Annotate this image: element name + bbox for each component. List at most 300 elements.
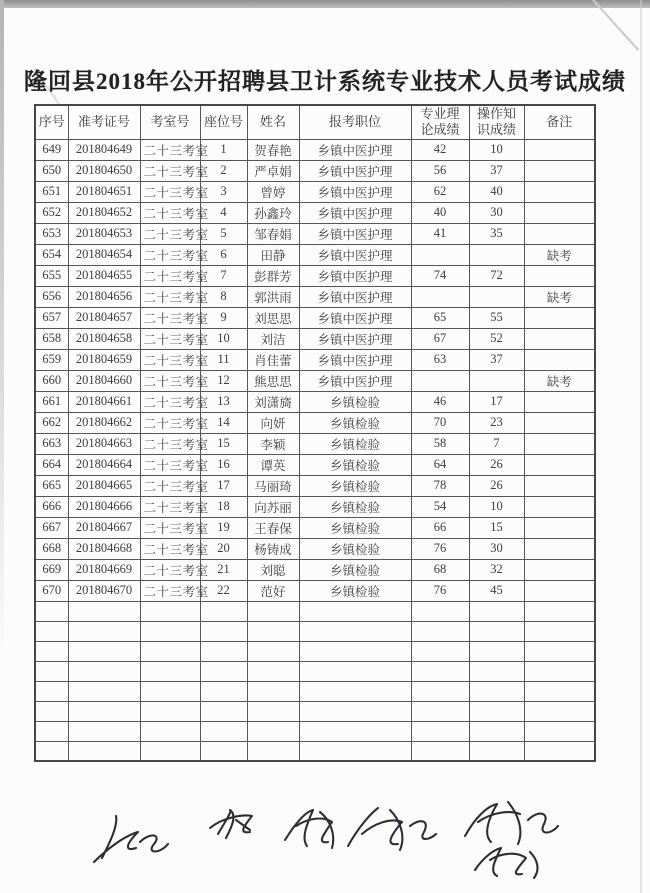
cell-operation-score: 23 bbox=[469, 412, 524, 433]
empty-cell bbox=[140, 621, 200, 641]
cell-operation-score: 45 bbox=[469, 580, 524, 601]
empty-cell bbox=[524, 661, 595, 681]
table-row bbox=[35, 412, 595, 433]
cell-operation-score: 26 bbox=[469, 454, 524, 475]
cell-theory-score: 46 bbox=[411, 391, 469, 412]
cell-ticket-number: 201804665 bbox=[68, 475, 140, 496]
exam-room-text: 二十三考室 bbox=[143, 584, 209, 599]
empty-cell bbox=[524, 641, 595, 661]
cell-theory-score: 66 bbox=[411, 517, 469, 538]
header-ticket-number: 准考证号 bbox=[68, 105, 140, 139]
cell-position: 乡镇中医护理 bbox=[299, 265, 411, 286]
cell-exam-room bbox=[140, 265, 209, 286]
cell-position: 乡镇中医护理 bbox=[299, 202, 411, 223]
empty-cell bbox=[200, 661, 247, 681]
handwritten-signature-1 bbox=[94, 816, 168, 862]
table-row bbox=[35, 202, 595, 223]
exam-room-text: 二十三考室 bbox=[143, 164, 209, 179]
table-row bbox=[35, 244, 595, 265]
cell-remarks bbox=[524, 475, 595, 496]
handwritten-signature-3 bbox=[285, 810, 333, 848]
empty-cell bbox=[299, 601, 411, 621]
empty-cell bbox=[247, 741, 299, 761]
cell-serial-number: 658 bbox=[35, 328, 68, 349]
cell-position: 乡镇中医护理 bbox=[299, 328, 411, 349]
cell-exam-room bbox=[140, 349, 209, 370]
empty-table-row bbox=[35, 701, 595, 721]
cell-remarks bbox=[524, 517, 595, 538]
empty-cell bbox=[35, 661, 68, 681]
empty-cell bbox=[68, 661, 140, 681]
empty-cell bbox=[411, 601, 469, 621]
cell-serial-number: 670 bbox=[35, 580, 68, 601]
cell-seat-number: 11 bbox=[200, 349, 247, 370]
cell-serial-number: 656 bbox=[35, 286, 68, 307]
cell-ticket-number: 201804664 bbox=[68, 454, 140, 475]
cell-exam-room bbox=[140, 538, 209, 559]
cell-seat-number: 4 bbox=[200, 202, 247, 223]
empty-cell bbox=[140, 661, 200, 681]
cell-exam-room bbox=[140, 244, 209, 265]
cell-exam-room bbox=[140, 412, 209, 433]
header-remarks: 备注 bbox=[524, 105, 595, 139]
empty-cell bbox=[469, 701, 524, 721]
empty-cell bbox=[35, 721, 68, 741]
cell-exam-room bbox=[140, 433, 209, 454]
cell-name: 李颖 bbox=[247, 433, 299, 454]
cell-remarks bbox=[524, 454, 595, 475]
cell-operation-score: 10 bbox=[469, 496, 524, 517]
cell-remarks bbox=[524, 496, 595, 517]
cell-theory-score: 40 bbox=[411, 202, 469, 223]
cell-name: 范好 bbox=[247, 580, 299, 601]
cell-serial-number: 667 bbox=[35, 517, 68, 538]
cell-position: 乡镇检验 bbox=[299, 559, 411, 580]
cell-theory-score: 62 bbox=[411, 181, 469, 202]
cell-ticket-number: 201804656 bbox=[68, 286, 140, 307]
cell-exam-room bbox=[140, 139, 209, 160]
cell-remarks bbox=[524, 265, 595, 286]
cell-position: 乡镇检验 bbox=[299, 391, 411, 412]
cell-seat-number: 7 bbox=[200, 265, 247, 286]
exam-results-table bbox=[34, 104, 596, 762]
header-name: 姓名 bbox=[247, 105, 299, 139]
empty-table-row bbox=[35, 741, 595, 761]
cell-exam-room bbox=[140, 160, 209, 181]
cell-serial-number: 661 bbox=[35, 391, 68, 412]
cell-name: 马丽琦 bbox=[247, 475, 299, 496]
cell-operation-score: 55 bbox=[469, 307, 524, 328]
table-row bbox=[35, 223, 595, 244]
exam-room-text: 二十三考室 bbox=[143, 416, 209, 431]
exam-room-text: 二十三考室 bbox=[143, 500, 209, 515]
table-row bbox=[35, 139, 595, 160]
table-row bbox=[35, 265, 595, 286]
cell-ticket-number: 201804666 bbox=[68, 496, 140, 517]
header-seat-number: 座位号 bbox=[200, 105, 247, 139]
empty-cell bbox=[524, 621, 595, 641]
empty-table-row bbox=[35, 641, 595, 661]
cell-serial-number: 657 bbox=[35, 307, 68, 328]
cell-serial-number: 654 bbox=[35, 244, 68, 265]
cell-operation-score: 37 bbox=[469, 160, 524, 181]
cell-serial-number: 651 bbox=[35, 181, 68, 202]
cell-ticket-number: 201804663 bbox=[68, 433, 140, 454]
cell-operation-score: 30 bbox=[469, 202, 524, 223]
exam-room-text: 二十三考室 bbox=[143, 521, 209, 536]
cell-ticket-number: 201804661 bbox=[68, 391, 140, 412]
scanner-edge-top bbox=[0, 0, 650, 8]
cell-operation-score: 30 bbox=[469, 538, 524, 559]
empty-cell bbox=[469, 741, 524, 761]
cell-remarks bbox=[524, 580, 595, 601]
empty-cell bbox=[299, 701, 411, 721]
cell-position: 乡镇检验 bbox=[299, 517, 411, 538]
cell-ticket-number: 201804660 bbox=[68, 370, 140, 391]
cell-operation-score: 32 bbox=[469, 559, 524, 580]
cell-name: 曾婷 bbox=[247, 181, 299, 202]
empty-cell bbox=[524, 741, 595, 761]
cell-position: 乡镇检验 bbox=[299, 580, 411, 601]
cell-seat-number: 8 bbox=[200, 286, 247, 307]
cell-remarks bbox=[524, 223, 595, 244]
table-row bbox=[35, 496, 595, 517]
empty-cell bbox=[200, 641, 247, 661]
empty-table-row bbox=[35, 621, 595, 641]
table-row bbox=[35, 370, 595, 391]
cell-exam-room bbox=[140, 496, 209, 517]
cell-seat-number: 21 bbox=[200, 559, 247, 580]
cell-exam-room bbox=[140, 181, 209, 202]
cell-serial-number: 665 bbox=[35, 475, 68, 496]
cell-ticket-number: 201804669 bbox=[68, 559, 140, 580]
empty-cell bbox=[200, 601, 247, 621]
cell-seat-number: 15 bbox=[200, 433, 247, 454]
empty-cell bbox=[411, 721, 469, 741]
cell-seat-number: 1 bbox=[200, 139, 247, 160]
exam-room-text: 二十三考室 bbox=[143, 542, 209, 557]
empty-cell bbox=[35, 601, 68, 621]
cell-exam-room bbox=[140, 307, 209, 328]
exam-room-text: 二十三考室 bbox=[143, 248, 209, 263]
cell-theory-score bbox=[411, 286, 469, 307]
cell-name: 肖佳蕾 bbox=[247, 349, 299, 370]
cell-operation-score: 17 bbox=[469, 391, 524, 412]
empty-cell bbox=[299, 741, 411, 761]
cell-name: 刘思思 bbox=[247, 307, 299, 328]
exam-room-text: 二十三考室 bbox=[143, 311, 209, 326]
table-row bbox=[35, 517, 595, 538]
cell-seat-number: 10 bbox=[200, 328, 247, 349]
cell-operation-score: 72 bbox=[469, 265, 524, 286]
cell-serial-number: 660 bbox=[35, 370, 68, 391]
cell-remarks bbox=[524, 391, 595, 412]
cell-exam-room bbox=[140, 559, 209, 580]
empty-cell bbox=[469, 681, 524, 701]
cell-seat-number: 20 bbox=[200, 538, 247, 559]
cell-remarks bbox=[524, 328, 595, 349]
cell-theory-score: 63 bbox=[411, 349, 469, 370]
scanner-streak-right bbox=[640, 0, 642, 893]
empty-cell bbox=[35, 701, 68, 721]
table-row bbox=[35, 307, 595, 328]
cell-name: 严卓娟 bbox=[247, 160, 299, 181]
cell-serial-number: 649 bbox=[35, 139, 68, 160]
cell-position: 乡镇检验 bbox=[299, 538, 411, 559]
cell-seat-number: 14 bbox=[200, 412, 247, 433]
empty-cell bbox=[140, 641, 200, 661]
table-row bbox=[35, 286, 595, 307]
cell-theory-score: 54 bbox=[411, 496, 469, 517]
header-operation-score: 操作知 识成绩 bbox=[469, 105, 524, 139]
cell-serial-number: 662 bbox=[35, 412, 68, 433]
cell-serial-number: 652 bbox=[35, 202, 68, 223]
empty-cell bbox=[35, 681, 68, 701]
cell-name: 向苏丽 bbox=[247, 496, 299, 517]
cell-position: 乡镇中医护理 bbox=[299, 223, 411, 244]
cell-theory-score: 56 bbox=[411, 160, 469, 181]
cell-name: 杨铸成 bbox=[247, 538, 299, 559]
empty-cell bbox=[247, 701, 299, 721]
handwritten-signature-6 bbox=[475, 848, 537, 878]
empty-table-row bbox=[35, 661, 595, 681]
cell-theory-score: 67 bbox=[411, 328, 469, 349]
empty-cell bbox=[299, 721, 411, 741]
cell-name: 彭群芳 bbox=[247, 265, 299, 286]
scanner-edge-left bbox=[0, 0, 4, 893]
table-row bbox=[35, 181, 595, 202]
empty-cell bbox=[247, 621, 299, 641]
cell-name: 田静 bbox=[247, 244, 299, 265]
cell-operation-score: 10 bbox=[469, 139, 524, 160]
cell-remarks bbox=[524, 433, 595, 454]
cell-theory-score: 76 bbox=[411, 538, 469, 559]
cell-name: 王春保 bbox=[247, 517, 299, 538]
table-row bbox=[35, 349, 595, 370]
empty-cell bbox=[411, 641, 469, 661]
cell-position: 乡镇中医护理 bbox=[299, 349, 411, 370]
empty-cell bbox=[411, 621, 469, 641]
cell-position: 乡镇中医护理 bbox=[299, 244, 411, 265]
cell-exam-room bbox=[140, 475, 209, 496]
cell-exam-room bbox=[140, 202, 209, 223]
empty-cell bbox=[469, 621, 524, 641]
cell-position: 乡镇检验 bbox=[299, 496, 411, 517]
header-position: 报考职位 bbox=[299, 105, 411, 139]
empty-cell bbox=[469, 721, 524, 741]
exam-room-text: 二十三考室 bbox=[143, 479, 209, 494]
cell-theory-score: 70 bbox=[411, 412, 469, 433]
cell-ticket-number: 201804653 bbox=[68, 223, 140, 244]
cell-seat-number: 12 bbox=[200, 370, 247, 391]
empty-cell bbox=[200, 741, 247, 761]
cell-remarks bbox=[524, 559, 595, 580]
cell-serial-number: 669 bbox=[35, 559, 68, 580]
cell-name: 孙鑫玲 bbox=[247, 202, 299, 223]
page-title: 隆回县2018年公开招聘县卫计系统专业技术人员考试成绩 bbox=[24, 69, 626, 94]
cell-ticket-number: 201804668 bbox=[68, 538, 140, 559]
cell-name: 郭洪雨 bbox=[247, 286, 299, 307]
cell-position: 乡镇中医护理 bbox=[299, 307, 411, 328]
empty-cell bbox=[411, 661, 469, 681]
cell-position: 乡镇检验 bbox=[299, 412, 411, 433]
cell-exam-room bbox=[140, 370, 209, 391]
empty-cell bbox=[35, 641, 68, 661]
exam-room-text: 二十三考室 bbox=[143, 206, 209, 221]
cell-operation-score: 15 bbox=[469, 517, 524, 538]
cell-serial-number: 653 bbox=[35, 223, 68, 244]
cell-remarks: 缺考 bbox=[524, 244, 595, 265]
cell-seat-number: 18 bbox=[200, 496, 247, 517]
header-theory-score: 专业理 论成绩 bbox=[411, 105, 469, 139]
empty-cell bbox=[411, 741, 469, 761]
exam-room-text: 二十三考室 bbox=[143, 563, 209, 578]
cell-remarks bbox=[524, 538, 595, 559]
header-serial-number: 序号 bbox=[35, 105, 68, 139]
cell-seat-number: 2 bbox=[200, 160, 247, 181]
exam-room-text: 二十三考室 bbox=[143, 374, 209, 389]
empty-cell bbox=[140, 701, 200, 721]
cell-ticket-number: 201804651 bbox=[68, 181, 140, 202]
exam-room-text: 二十三考室 bbox=[143, 290, 209, 305]
table-body bbox=[35, 139, 595, 761]
cell-exam-room bbox=[140, 328, 209, 349]
cell-exam-room bbox=[140, 223, 209, 244]
cell-serial-number: 664 bbox=[35, 454, 68, 475]
exam-room-text: 二十三考室 bbox=[143, 332, 209, 347]
cell-seat-number: 22 bbox=[200, 580, 247, 601]
cell-remarks bbox=[524, 349, 595, 370]
handwritten-signatures bbox=[80, 790, 580, 890]
cell-seat-number: 16 bbox=[200, 454, 247, 475]
cell-name: 邹春娟 bbox=[247, 223, 299, 244]
exam-room-text: 二十三考室 bbox=[143, 269, 209, 284]
empty-table-row bbox=[35, 681, 595, 701]
exam-room-text: 二十三考室 bbox=[143, 458, 209, 473]
cell-exam-room bbox=[140, 454, 209, 475]
cell-position: 乡镇检验 bbox=[299, 454, 411, 475]
empty-cell bbox=[247, 661, 299, 681]
empty-table-row bbox=[35, 601, 595, 621]
empty-cell bbox=[469, 661, 524, 681]
cell-theory-score bbox=[411, 370, 469, 391]
cell-name: 熊思思 bbox=[247, 370, 299, 391]
cell-remarks: 缺考 bbox=[524, 370, 595, 391]
cell-serial-number: 650 bbox=[35, 160, 68, 181]
empty-cell bbox=[140, 741, 200, 761]
handwritten-signature-5 bbox=[465, 802, 558, 844]
cell-remarks bbox=[524, 181, 595, 202]
cell-ticket-number: 201804652 bbox=[68, 202, 140, 223]
cell-theory-score: 78 bbox=[411, 475, 469, 496]
empty-cell bbox=[411, 681, 469, 701]
empty-cell bbox=[299, 621, 411, 641]
cell-operation-score bbox=[469, 370, 524, 391]
cell-operation-score: 26 bbox=[469, 475, 524, 496]
empty-cell bbox=[524, 701, 595, 721]
cell-position: 乡镇中医护理 bbox=[299, 139, 411, 160]
cell-seat-number: 19 bbox=[200, 517, 247, 538]
cell-remarks: 缺考 bbox=[524, 286, 595, 307]
empty-cell bbox=[35, 741, 68, 761]
cell-name: 刘洁 bbox=[247, 328, 299, 349]
cell-position: 乡镇中医护理 bbox=[299, 370, 411, 391]
cell-ticket-number: 201804662 bbox=[68, 412, 140, 433]
cell-exam-room bbox=[140, 517, 209, 538]
cell-ticket-number: 201804655 bbox=[68, 265, 140, 286]
cell-position: 乡镇中医护理 bbox=[299, 181, 411, 202]
empty-cell bbox=[68, 701, 140, 721]
cell-theory-score: 76 bbox=[411, 580, 469, 601]
cell-seat-number: 17 bbox=[200, 475, 247, 496]
empty-cell bbox=[200, 621, 247, 641]
cell-ticket-number: 201804657 bbox=[68, 307, 140, 328]
table-row bbox=[35, 538, 595, 559]
cell-name: 刘聪 bbox=[247, 559, 299, 580]
cell-seat-number: 9 bbox=[200, 307, 247, 328]
table-row bbox=[35, 160, 595, 181]
empty-cell bbox=[68, 721, 140, 741]
empty-cell bbox=[68, 741, 140, 761]
cell-serial-number: 655 bbox=[35, 265, 68, 286]
empty-cell bbox=[200, 701, 247, 721]
cell-exam-room bbox=[140, 580, 209, 601]
cell-position: 乡镇检验 bbox=[299, 433, 411, 454]
cell-operation-score: 35 bbox=[469, 223, 524, 244]
cell-remarks bbox=[524, 160, 595, 181]
empty-cell bbox=[411, 701, 469, 721]
empty-cell bbox=[200, 721, 247, 741]
empty-cell bbox=[469, 641, 524, 661]
exam-room-text: 二十三考室 bbox=[143, 185, 209, 200]
empty-cell bbox=[140, 601, 200, 621]
cell-theory-score: 74 bbox=[411, 265, 469, 286]
cell-seat-number: 5 bbox=[200, 223, 247, 244]
empty-cell bbox=[299, 641, 411, 661]
handwritten-signature-4 bbox=[348, 808, 436, 850]
empty-cell bbox=[524, 681, 595, 701]
cell-theory-score bbox=[411, 244, 469, 265]
cell-ticket-number: 201804659 bbox=[68, 349, 140, 370]
cell-ticket-number: 201804670 bbox=[68, 580, 140, 601]
cell-operation-score: 37 bbox=[469, 349, 524, 370]
empty-cell bbox=[247, 601, 299, 621]
table-row bbox=[35, 559, 595, 580]
table-row bbox=[35, 475, 595, 496]
table-header-row bbox=[35, 105, 595, 139]
table-row bbox=[35, 433, 595, 454]
empty-cell bbox=[247, 641, 299, 661]
cell-theory-score: 41 bbox=[411, 223, 469, 244]
cell-operation-score: 7 bbox=[469, 433, 524, 454]
empty-cell bbox=[200, 681, 247, 701]
header-exam-room: 考室号 bbox=[140, 105, 200, 139]
cell-operation-score: 52 bbox=[469, 328, 524, 349]
cell-operation-score bbox=[469, 286, 524, 307]
cell-serial-number: 663 bbox=[35, 433, 68, 454]
cell-ticket-number: 201804667 bbox=[68, 517, 140, 538]
empty-cell bbox=[247, 721, 299, 741]
cell-position: 乡镇检验 bbox=[299, 475, 411, 496]
empty-cell bbox=[524, 721, 595, 741]
table-row bbox=[35, 454, 595, 475]
cell-position: 乡镇中医护理 bbox=[299, 160, 411, 181]
exam-room-text: 二十三考室 bbox=[143, 143, 209, 158]
empty-cell bbox=[469, 601, 524, 621]
cell-seat-number: 6 bbox=[200, 244, 247, 265]
cell-exam-room bbox=[140, 286, 209, 307]
cell-serial-number: 668 bbox=[35, 538, 68, 559]
